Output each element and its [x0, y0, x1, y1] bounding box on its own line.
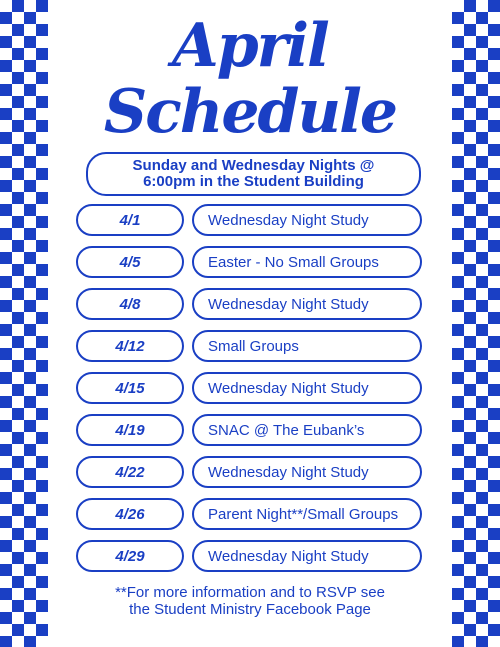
- schedule-date: 4/15: [76, 372, 184, 404]
- banner-line-1: Sunday and Wednesday Nights @: [132, 157, 375, 174]
- schedule-date: 4/22: [76, 456, 184, 488]
- schedule-event: Small Groups: [192, 330, 422, 362]
- schedule-date: 4/1: [76, 204, 184, 236]
- title-schedule: Schedule: [103, 77, 397, 147]
- schedule-row: [76, 456, 422, 488]
- schedule-date: 4/29: [76, 540, 184, 572]
- schedule-event: Wednesday Night Study: [192, 540, 422, 572]
- footer-line-1: **For more information and to RSVP see: [115, 584, 385, 601]
- title-april: April: [172, 11, 328, 81]
- schedule-date: 4/8: [76, 288, 184, 320]
- schedule-row: [76, 204, 422, 236]
- schedule-row: [76, 288, 422, 320]
- schedule-row: [76, 330, 422, 362]
- schedule-event: Parent Night**/Small Groups: [192, 498, 422, 530]
- schedule-event: Wednesday Night Study: [192, 288, 422, 320]
- schedule-event: Wednesday Night Study: [192, 372, 422, 404]
- schedule-row: [76, 246, 422, 278]
- schedule-row: [76, 498, 422, 530]
- schedule-row: [76, 372, 422, 404]
- schedule-row: [76, 540, 422, 572]
- schedule-event: Easter - No Small Groups: [192, 246, 422, 278]
- schedule-event: Wednesday Night Study: [192, 204, 422, 236]
- banner-line-2: 6:00pm in the Student Building: [143, 173, 364, 190]
- schedule-date: 4/19: [76, 414, 184, 446]
- schedule-event: SNAC @ The Eubank’s: [192, 414, 422, 446]
- schedule-info-banner: [86, 152, 421, 196]
- schedule-date: 4/12: [76, 330, 184, 362]
- schedule-date: 4/26: [76, 498, 184, 530]
- footer-line-2: the Student Ministry Facebook Page: [129, 601, 371, 618]
- rsvp-footer-note: [0, 584, 500, 618]
- schedule-date: 4/5: [76, 246, 184, 278]
- schedule-event: Wednesday Night Study: [192, 456, 422, 488]
- schedule-row: [76, 414, 422, 446]
